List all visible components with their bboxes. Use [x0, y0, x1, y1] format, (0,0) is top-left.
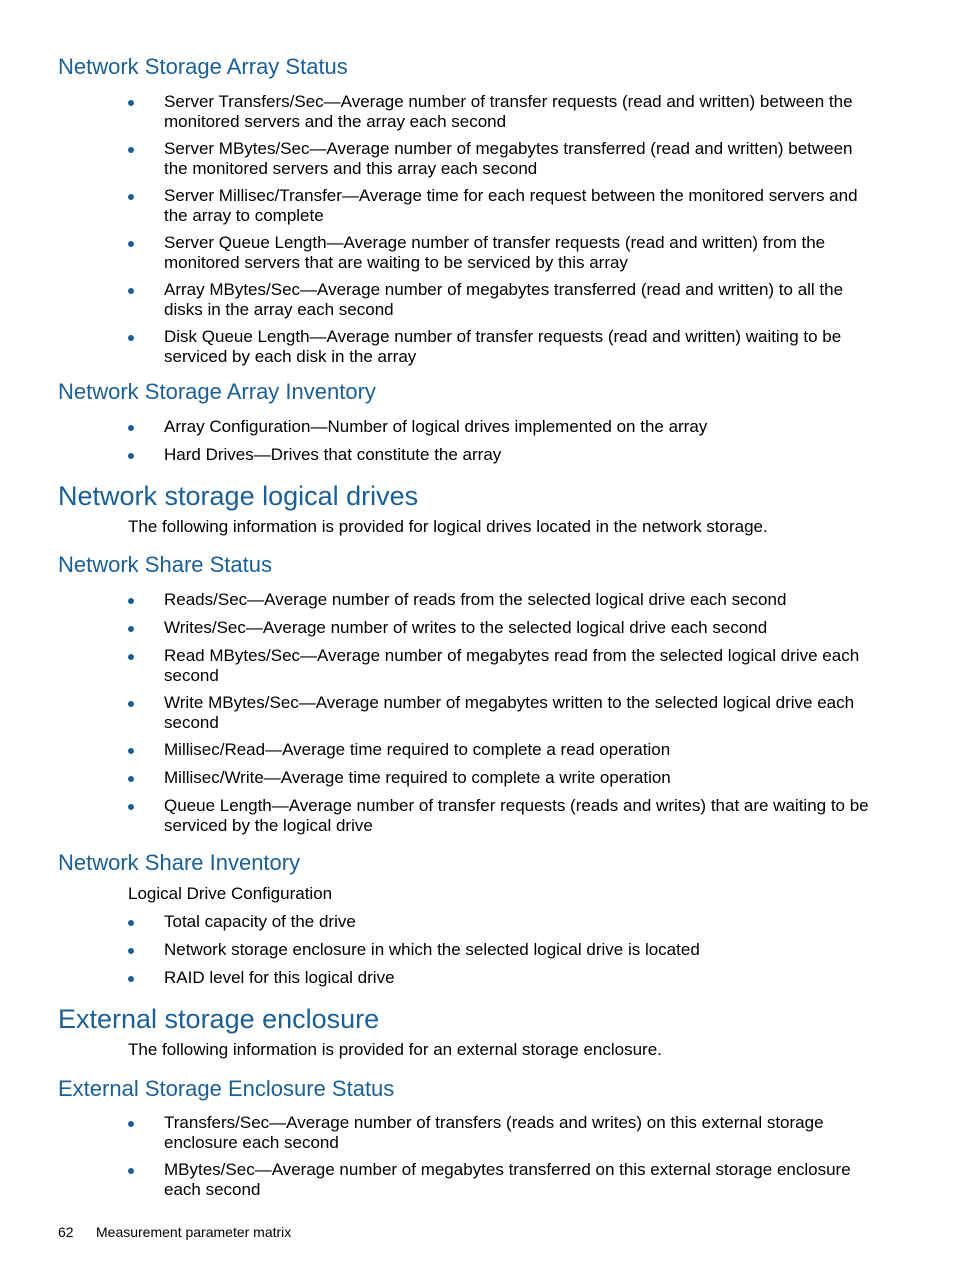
heading-network-storage-array-inventory: Network Storage Array Inventory	[58, 379, 376, 404]
list-network-share-status	[0, 590, 954, 836]
list-item: Server Millisec/Transfer—Average time for each request between the monitored servers and the array to complete	[0, 186, 954, 226]
heading-network-share-inventory: Network Share Inventory	[58, 850, 301, 875]
list-network-storage-array-inventory	[0, 417, 954, 465]
paragraph-logical-drives-intro: The following information is provided for logical drives located in the network storage.	[128, 517, 768, 536]
bullet-icon	[128, 425, 134, 431]
bullet-icon	[128, 100, 134, 106]
list-item: RAID level for this logical drive	[0, 968, 954, 988]
bullet-icon	[128, 1168, 134, 1174]
paragraph-logical-drive-configuration: Logical Drive Configuration	[128, 884, 333, 903]
bullet-icon	[128, 654, 134, 660]
list-item: MBytes/Sec—Average number of megabytes transferred on this external storage enclosure each second	[0, 1160, 954, 1200]
list-item: Hard Drives—Drives that constitute the array	[0, 445, 954, 465]
heading-network-storage-array-status: Network Storage Array Status	[58, 54, 348, 79]
bullet-icon	[128, 194, 134, 200]
heading-external-storage-enclosure: External storage enclosure	[58, 1004, 380, 1034]
bullet-icon	[128, 288, 134, 294]
bullet-icon	[128, 748, 134, 754]
page-number: 62	[58, 1224, 74, 1240]
bullet-icon	[128, 147, 134, 153]
paragraph-external-enclosure-intro: The following information is provided for an external storage enclosure.	[128, 1040, 662, 1059]
list-item: Millisec/Read—Average time required to complete a read operation	[0, 740, 954, 760]
bullet-icon	[128, 920, 134, 926]
heading-network-storage-logical-drives: Network storage logical drives	[58, 481, 419, 511]
list-network-share-inventory	[0, 912, 954, 988]
list-external-storage-enclosure-status	[0, 1113, 954, 1200]
bullet-icon	[128, 976, 134, 982]
list-item: Server Transfers/Sec—Average number of transfer requests (read and written) between the monitored servers and the array each second	[0, 92, 954, 132]
footer-title: Measurement parameter matrix	[96, 1224, 292, 1240]
bullet-icon	[128, 804, 134, 810]
list-network-storage-array-status	[0, 92, 954, 367]
bullet-icon	[128, 948, 134, 954]
bullet-icon	[128, 701, 134, 707]
list-item: Reads/Sec—Average number of reads from the selected logical drive each second	[0, 590, 954, 610]
list-item: Array MBytes/Sec—Average number of megabytes transferred (read and written) to all the disks in the array each second	[0, 280, 954, 320]
list-item: Network storage enclosure in which the selected logical drive is located	[0, 940, 954, 960]
list-item: Write MBytes/Sec—Average number of megabytes written to the selected logical drive each second	[0, 693, 954, 733]
list-item: Writes/Sec—Average number of writes to the selected logical drive each second	[0, 618, 954, 638]
list-item: Millisec/Write—Average time required to complete a write operation	[0, 768, 954, 788]
bullet-icon	[128, 1121, 134, 1127]
bullet-icon	[128, 335, 134, 341]
list-item: Disk Queue Length—Average number of transfer requests (read and written) waiting to be serviced by each disk in the array	[0, 327, 954, 367]
bullet-icon	[128, 776, 134, 782]
list-item: Transfers/Sec—Average number of transfers (reads and writes) on this external storage enclosure each second	[0, 1113, 954, 1153]
list-item: Server Queue Length—Average number of transfer requests (read and written) from the monitored servers that are waiting to be serviced by this array	[0, 233, 954, 273]
bullet-icon	[128, 241, 134, 247]
bullet-icon	[128, 626, 134, 632]
list-item: Server MBytes/Sec—Average number of megabytes transferred (read and written) between the monitored servers and this array each second	[0, 139, 954, 179]
heading-network-share-status: Network Share Status	[58, 552, 272, 577]
list-item: Total capacity of the drive	[0, 912, 954, 932]
bullet-icon	[128, 453, 134, 459]
list-item: Read MBytes/Sec—Average number of megabytes read from the selected logical drive each second	[0, 646, 954, 686]
list-item: Queue Length—Average number of transfer requests (reads and writes) that are waiting to be serviced by the logical drive	[0, 796, 954, 836]
list-item: Array Configuration—Number of logical drives implemented on the array	[0, 417, 954, 437]
heading-external-storage-enclosure-status: External Storage Enclosure Status	[58, 1076, 395, 1101]
bullet-icon	[128, 598, 134, 604]
page-footer	[58, 1224, 291, 1240]
